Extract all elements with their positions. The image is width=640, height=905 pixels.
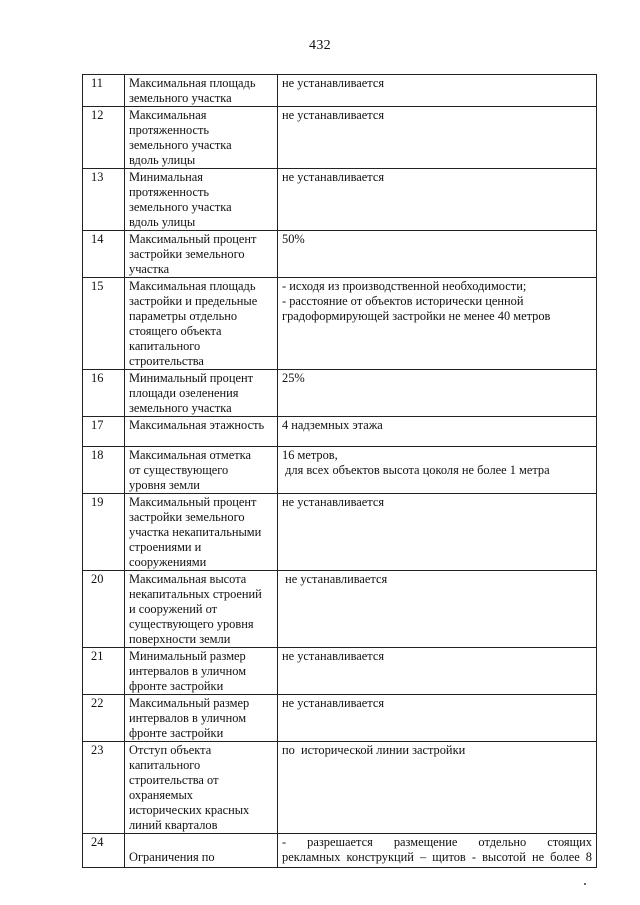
- parameter-name: Максимальный размер интервалов в уличном фронте застройки: [125, 695, 278, 742]
- table-row: [83, 107, 597, 169]
- row-number: 20: [83, 571, 125, 648]
- parameter-name: Максимальный процент застройки земельного участка некапитальными строениями и сооружениями: [125, 494, 278, 571]
- row-number: 17: [83, 417, 125, 447]
- table-row: [83, 571, 597, 648]
- row-number: 14: [83, 231, 125, 278]
- parameter-name: Максимальная высота некапитальных строений и сооружений от существующего уровня поверхности земли: [125, 571, 278, 648]
- table-row: [83, 231, 597, 278]
- parameter-name: Максимальная отметка от существующего уровня земли: [125, 447, 278, 494]
- row-number: 12: [83, 107, 125, 169]
- parameter-name: Максимальный процент застройки земельного участка: [125, 231, 278, 278]
- row-number: 13: [83, 169, 125, 231]
- row-number: 23: [83, 742, 125, 834]
- parameter-value: не устанавливается: [278, 75, 597, 107]
- row-number: 22: [83, 695, 125, 742]
- row-number: 16: [83, 370, 125, 417]
- row-number: 19: [83, 494, 125, 571]
- parameter-value: не устанавливается: [278, 107, 597, 169]
- parameter-value: не устанавливается: [278, 571, 597, 648]
- scan-speck: [584, 883, 586, 885]
- parameter-name: Максимальная площадь застройки и предельные параметры отдельно стоящего объекта капитального строительства: [125, 278, 278, 370]
- parameter-name: Ограничения по: [125, 834, 278, 868]
- parameter-name: Отступ объекта капитального строительства от охраняемых исторических красных линий кварталов: [125, 742, 278, 834]
- parameter-value: не устанавливается: [278, 648, 597, 695]
- table-row: [83, 494, 597, 571]
- parameter-name: Максимальная площадь земельного участка: [125, 75, 278, 107]
- table-row: [83, 742, 597, 834]
- table-row: [83, 417, 597, 447]
- parameter-value: 4 надземных этажа: [278, 417, 597, 447]
- parameter-value: по исторической линии застройки: [278, 742, 597, 834]
- table-row: [83, 370, 597, 417]
- parameter-value: 16 метров, для всех объектов высота цоколя не более 1 метра: [278, 447, 597, 494]
- parameter-value: 50%: [278, 231, 597, 278]
- parameter-value: не устанавливается: [278, 695, 597, 742]
- row-number: 24: [83, 834, 125, 868]
- row-number: 15: [83, 278, 125, 370]
- parameter-name: Минимальный размер интервалов в уличном фронте застройки: [125, 648, 278, 695]
- row-number: 11: [83, 75, 125, 107]
- parameter-name: Максимальная этажность: [125, 417, 278, 447]
- parameter-value: - разрешается размещение отдельно стоящих рекламных конструкций – щитов - высотой не более 8: [278, 834, 597, 868]
- table-row: [83, 834, 597, 868]
- row-number: 21: [83, 648, 125, 695]
- table-row: [83, 278, 597, 370]
- regulations-table: [82, 74, 597, 868]
- row-number: 18: [83, 447, 125, 494]
- parameter-value: - исходя из производственной необходимости; - расстояние от объектов исторически ценной градоформирующей застройки не менее 40 метров: [278, 278, 597, 370]
- table-row: [83, 447, 597, 494]
- parameter-value: не устанавливается: [278, 169, 597, 231]
- parameter-value: 25%: [278, 370, 597, 417]
- table-row: [83, 169, 597, 231]
- parameter-value: не устанавливается: [278, 494, 597, 571]
- parameter-name: Максимальная протяженность земельного участка вдоль улицы: [125, 107, 278, 169]
- parameter-name: Минимальный процент площади озеленения земельного участка: [125, 370, 278, 417]
- table-row: [83, 75, 597, 107]
- table-row: [83, 695, 597, 742]
- page-number: 432: [309, 38, 331, 53]
- parameter-name: Минимальная протяженность земельного участка вдоль улицы: [125, 169, 278, 231]
- table-row: [83, 648, 597, 695]
